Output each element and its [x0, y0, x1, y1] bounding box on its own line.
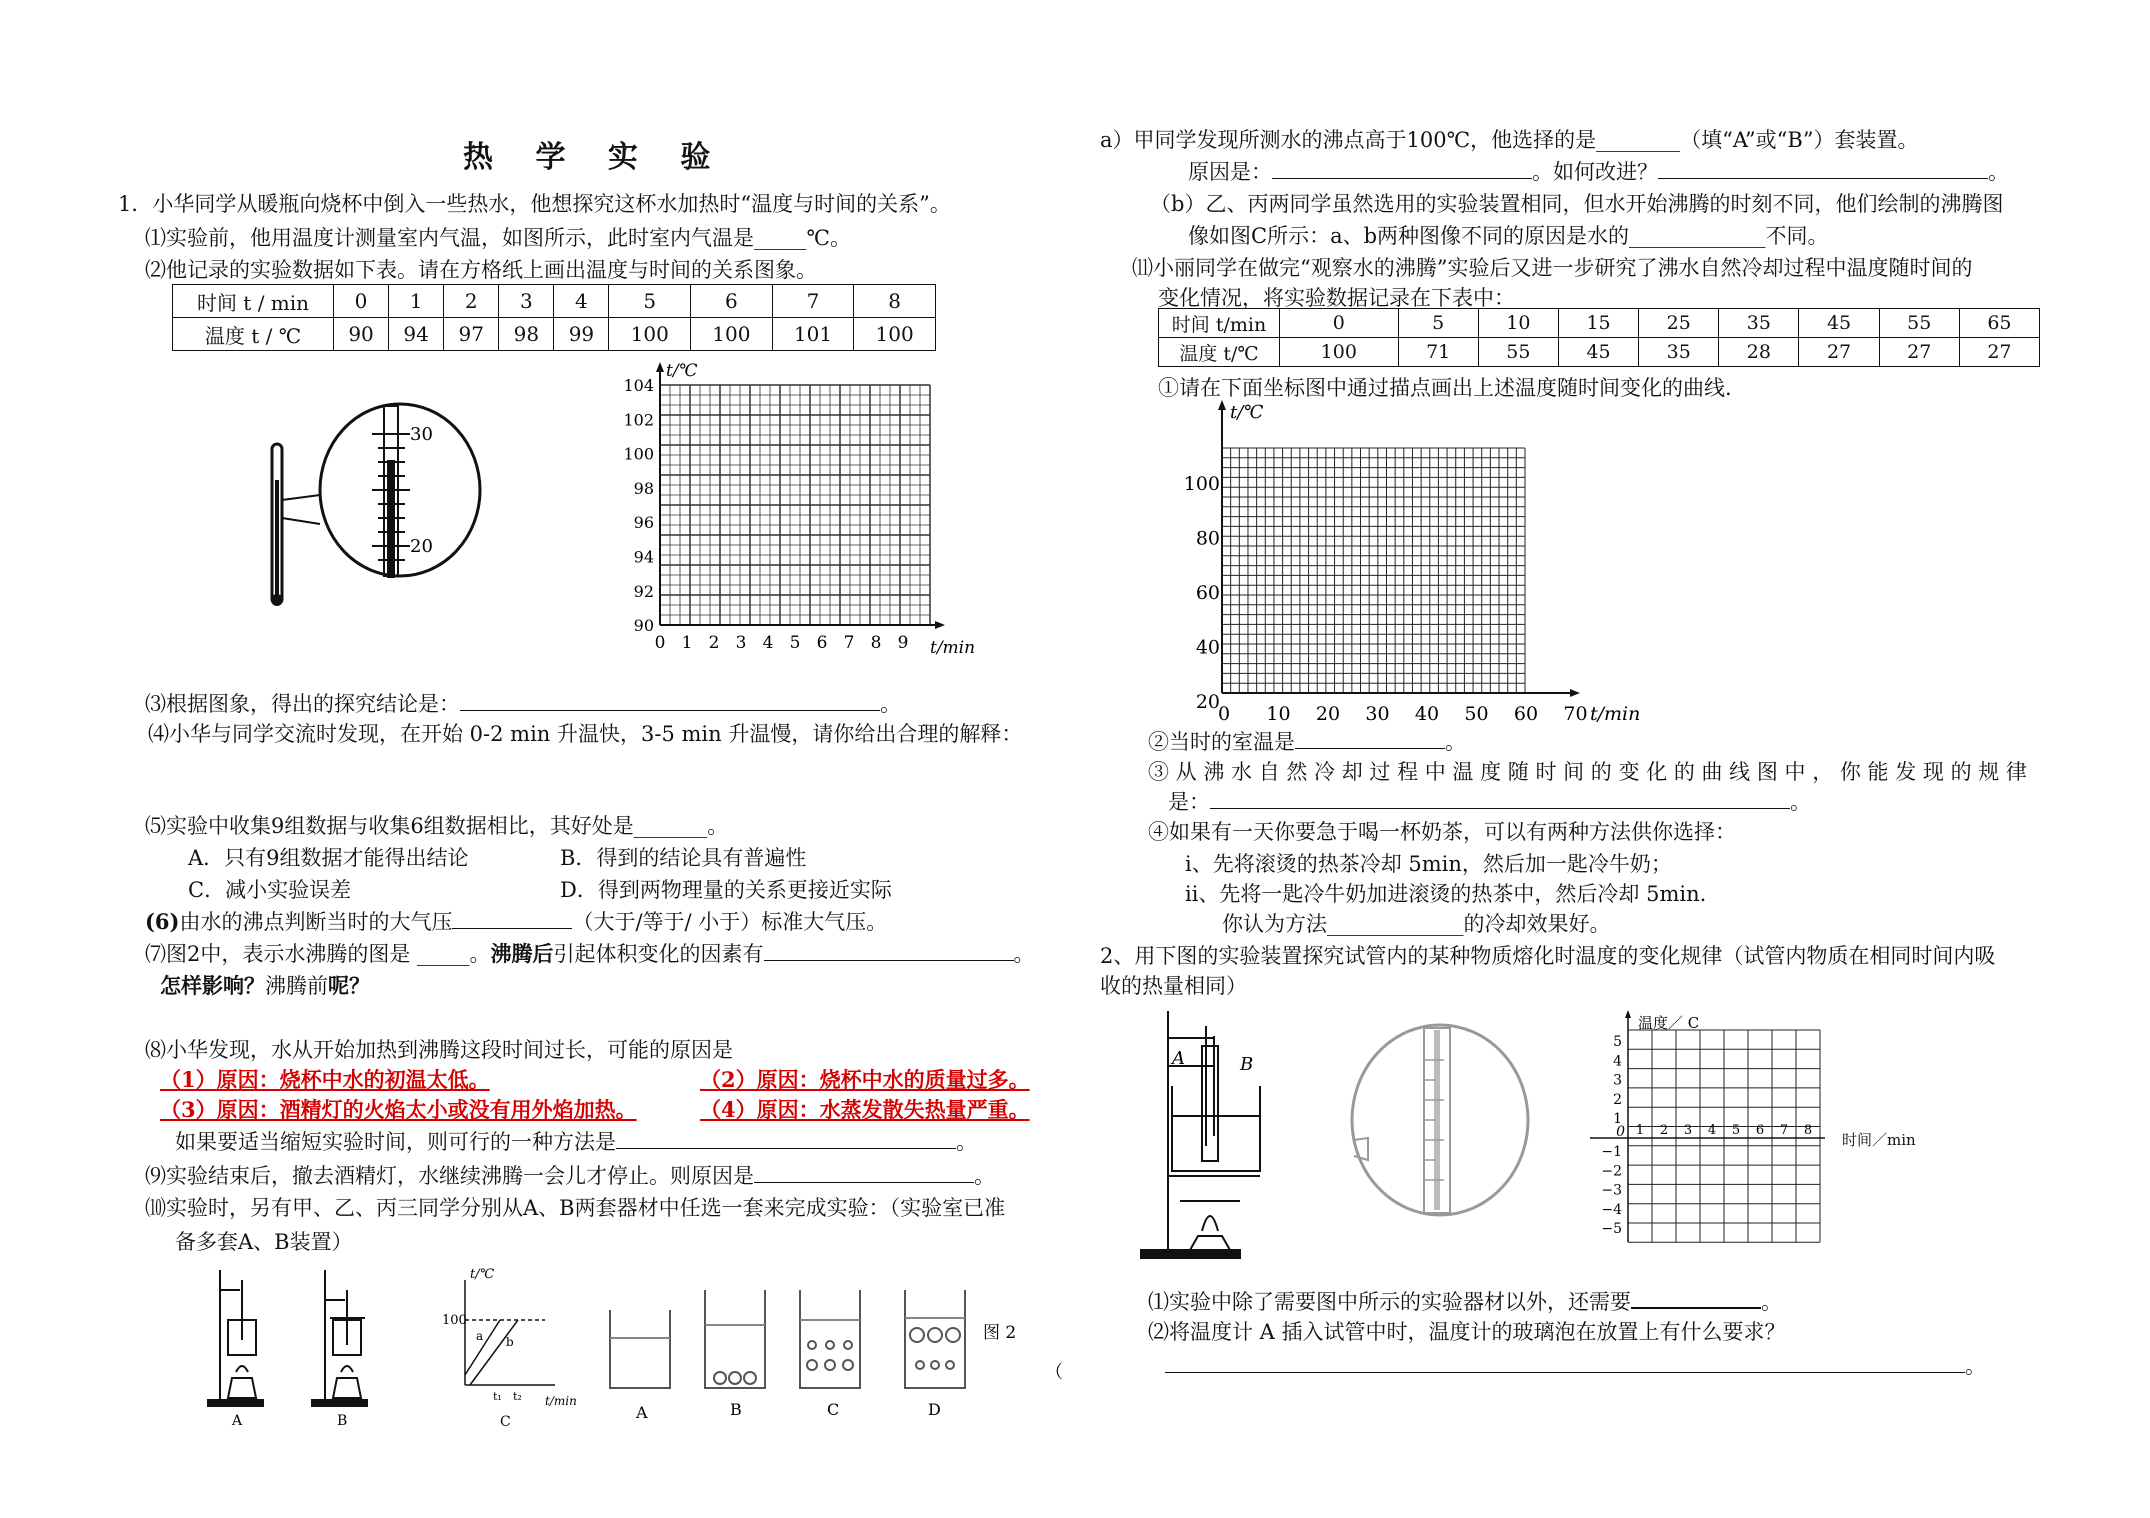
- table-row: [173, 285, 936, 318]
- q1-8: ⑻小华发现，水从开始加热到沸腾这段时间过长，可能的原因是: [145, 1038, 733, 1062]
- table-cell: 1: [389, 285, 444, 318]
- table-cell: 27: [1799, 338, 1879, 367]
- q1-7-before: 沸腾前: [265, 974, 328, 998]
- grid2-xtick: 20: [1315, 703, 1341, 725]
- therm-label-lower: 20: [410, 536, 433, 557]
- grid3-xtick: 5: [1731, 1123, 1741, 1138]
- q1-6-text: 由水的沸点判断当时的大气压: [179, 910, 453, 934]
- fig2-paren: （: [1045, 1362, 1063, 1383]
- grid3-xtick: 3: [1683, 1123, 1693, 1138]
- table-cell: 0: [1280, 309, 1399, 338]
- table-row: [1159, 309, 2040, 338]
- figure-2: [200, 1260, 1080, 1430]
- grid2-ytick: 60: [1195, 582, 1220, 604]
- answer-blank[interactable]: [1210, 788, 1790, 809]
- grid1-xtick: 6: [816, 633, 828, 653]
- table-cell: 2: [444, 285, 499, 318]
- q11-4-i: ⅰ、先将滚烫的热茶冷却 5min，然后加一匙冷牛奶；: [1185, 852, 1672, 876]
- q1-7-q: 呢？: [328, 973, 370, 998]
- grid1-ytick: 92: [633, 581, 654, 601]
- q-a-line: a）甲同学发现所测水的沸点高于100℃，他选择的是________（填“A”或“B”）套装置。: [1100, 128, 1919, 152]
- grid3-ytick: −1: [1601, 1144, 1622, 1160]
- answer-blank[interactable]: [1658, 158, 1988, 179]
- table-cell: 94: [389, 318, 444, 351]
- fig2-graph-100: 100: [442, 1313, 467, 1328]
- apparatus-label-b: B: [1240, 1054, 1254, 1075]
- table-cell: 71: [1398, 338, 1478, 367]
- q-a-reason-label: 原因是：: [1188, 160, 1272, 184]
- grid3-xtick: 4: [1707, 1123, 1717, 1138]
- answer-blank[interactable]: [754, 1162, 974, 1183]
- grid3-xlabel: 时间／min: [1842, 1131, 1916, 1149]
- q11-3a: ③ 从 沸 水 自 然 冷 却 过 程 中 温 度 随 时 间 的 变 化 的 曲 线 图 中 ， 你 能 发 现 的 规 律: [1148, 760, 2027, 784]
- table-cell: 97: [444, 318, 499, 351]
- q11-3b-text: 是：: [1168, 790, 1210, 814]
- q11-3b: [1168, 786, 1811, 816]
- grid2-xtick: 40: [1414, 703, 1440, 725]
- q1-8b: [175, 1126, 977, 1156]
- q1-7-bold: 沸腾后: [490, 941, 554, 966]
- fig2-graph-xlabel: t/min: [545, 1394, 577, 1408]
- q2-2: ⑵将温度计 A 插入试管中时，温度计的玻璃泡在放置上有什么要求？: [1148, 1320, 1786, 1344]
- q1-9: [145, 1160, 995, 1190]
- answer-blank[interactable]: [460, 690, 880, 711]
- table-cell: 8: [854, 285, 936, 318]
- apparatus-b: [312, 1270, 367, 1406]
- q2-line1: 2、用下图的实验装置探究试管内的某种物质熔化时温度的变化规律（试管内物质在相同时间内吸: [1100, 944, 1996, 968]
- q-b-line1: （b）乙、丙两同学虽然选用的实验装置相同，但水开始沸腾的时刻不同，他们绘制的沸腾图: [1150, 192, 2004, 216]
- grid1-ytick: 96: [633, 513, 654, 533]
- q1-3-text: ⑶根据图象，得出的探究结论是：: [145, 692, 460, 716]
- table-cell: 25: [1639, 309, 1719, 338]
- grid1-ytick: 94: [633, 547, 654, 567]
- fig2-caption: 图 2: [983, 1323, 1017, 1343]
- table-row: [1159, 338, 2040, 367]
- grid1-xtick: 4: [762, 633, 774, 653]
- table-cell: 5: [1398, 309, 1478, 338]
- table-cell: 35: [1719, 309, 1799, 338]
- q1-6-num: (6): [145, 909, 180, 934]
- q11-4-ask: 你认为方法_____________的冷却效果好。: [1222, 912, 1611, 936]
- grid1-ytick: 90: [633, 616, 654, 636]
- table-cell: 65: [1959, 309, 2039, 338]
- grid3-origin: 0: [1616, 1124, 1625, 1140]
- q2-2-answer: [1165, 1350, 1986, 1380]
- q1-7-how: 怎样影响？: [160, 973, 265, 998]
- grid2-ytick: 80: [1195, 527, 1220, 550]
- q1-9-text: ⑼实验结束后，撤去酒精灯，水继续沸腾一会儿才停止。则原因是: [145, 1164, 754, 1188]
- q11-2-text: ②当时的室温是: [1148, 730, 1295, 754]
- grid3-xtick: 8: [1803, 1123, 1813, 1138]
- table-cell: 4: [554, 285, 609, 318]
- melting-apparatus: [1140, 1006, 1280, 1266]
- grid2-xtick: 0: [1217, 703, 1231, 725]
- fig2-graph-ylabel: t/℃: [470, 1267, 495, 1282]
- q1-2: ⑵他记录的实验数据如下表。请在方格纸上画出温度与时间的关系图象。: [145, 258, 817, 282]
- q1-intro: 1．小华同学从暖瓶向烧杯中倒入一些热水，他想探究这杯水加热时“温度与时间的关系”。: [118, 192, 951, 216]
- fig2-label-c: C: [500, 1414, 511, 1430]
- grid3-ytick: 1: [1613, 1111, 1622, 1128]
- grid3-ytick: 3: [1613, 1072, 1622, 1089]
- grid3-xtick: 6: [1755, 1123, 1765, 1138]
- apparatus-label-a: A: [1172, 1048, 1185, 1069]
- grid3-ytick: 2: [1613, 1091, 1622, 1108]
- thermometer-closeup: [1340, 1020, 1540, 1220]
- q11-4-ii: ⅱ、先将一匙冷牛奶加进滚烫的热茶中，然后冷却 5min.: [1185, 882, 1707, 906]
- answer-blank[interactable]: [1272, 158, 1532, 179]
- table-cell: 45: [1558, 338, 1638, 367]
- grid1-xtick: 2: [708, 633, 720, 653]
- q-a-end: 。: [1988, 160, 2009, 184]
- q1-7-end: 。: [1013, 942, 1035, 966]
- fig2-graph-b: b: [506, 1335, 514, 1349]
- q1-6: [145, 906, 887, 936]
- grid3-ytick: −4: [1601, 1201, 1622, 1218]
- grid-2: [1180, 398, 1640, 728]
- grid3-ylabel: 温度／ C: [1638, 1014, 1700, 1032]
- beaker-label-c: C: [827, 1400, 840, 1419]
- grid2-ytick: 40: [1195, 636, 1220, 659]
- grid3-xtick: 1: [1635, 1123, 1645, 1138]
- q2-line2: 收的热量相同）: [1100, 974, 1247, 998]
- table-cell: 35: [1639, 338, 1719, 367]
- table-cell: 100: [854, 318, 936, 351]
- grid1-xtick: 0: [654, 633, 666, 653]
- table-cell: 3: [499, 285, 554, 318]
- grid2-xtick: 70: [1563, 703, 1588, 725]
- grid3-xtick: 2: [1659, 1123, 1669, 1138]
- grid1-xtick: 3: [735, 633, 747, 653]
- grid2-xtick: 60: [1513, 703, 1539, 725]
- table-cell: 55: [1478, 338, 1558, 367]
- table-cell: 45: [1799, 309, 1879, 338]
- grid2-xtick: 30: [1365, 703, 1390, 725]
- answer-blank[interactable]: [1295, 728, 1445, 749]
- table-cell: 55: [1879, 309, 1959, 338]
- data-table-1: [172, 284, 936, 351]
- grid-3: [1590, 1010, 1830, 1250]
- grid1-xtick: 5: [789, 633, 801, 653]
- grid-1: [610, 360, 990, 660]
- grid2-xtick: 50: [1464, 703, 1489, 725]
- answer-blank[interactable]: [1165, 1352, 1965, 1373]
- table-header: 温度 t/℃: [1159, 338, 1280, 367]
- q1-10-line1: ⑽实验时，另有甲、乙、丙三同学分别从A、B两套器材中任选一套来完成实验：（实验室已准: [145, 1196, 1006, 1220]
- table-header: 温度 t / ℃: [173, 318, 334, 351]
- grid3-xtick: 7: [1779, 1123, 1789, 1138]
- grid1-ylabel: t/℃: [666, 361, 698, 381]
- table-row: [173, 318, 936, 351]
- table-cell: 7: [772, 285, 854, 318]
- fig2-graph-t2: t₂: [513, 1390, 522, 1403]
- table-cell: 99: [554, 318, 609, 351]
- q2-2-end: 。: [1965, 1354, 1986, 1378]
- q1-10-line2: 备多套A、B装置）: [175, 1230, 353, 1254]
- q1-7: [145, 938, 1035, 968]
- table-cell: 28: [1719, 338, 1799, 367]
- q11-line2: 变化情况，将实验数据记录在下表中：: [1158, 286, 1515, 310]
- q1-8b-end: 。: [956, 1130, 977, 1154]
- table-cell: 10: [1478, 309, 1558, 338]
- table-header: 时间 t / min: [173, 285, 334, 318]
- grid3-ytick: −3: [1601, 1182, 1622, 1199]
- grid3-ytick: −5: [1601, 1221, 1622, 1238]
- grid3-ytick: 5: [1613, 1034, 1622, 1050]
- q11-2: [1148, 726, 1466, 756]
- q1-7-line2: [160, 970, 370, 1000]
- q11-3-end: 。: [1790, 790, 1811, 814]
- grid1-ytick: 100: [623, 444, 654, 464]
- grid1-xtick: 1: [681, 633, 693, 653]
- table-cell: 100: [1280, 338, 1399, 367]
- beaker-label-b: B: [730, 1400, 742, 1419]
- table-cell: 100: [609, 318, 691, 351]
- table-cell: 6: [691, 285, 773, 318]
- q11-1: ①请在下面坐标图中通过描点画出上述温度随时间变化的曲线.: [1158, 376, 1732, 400]
- reason-3: （3）原因：酒精灯的火焰太小或没有用外焰加热。: [160, 1097, 637, 1122]
- answer-blank[interactable]: [1631, 1287, 1761, 1309]
- q-a-reason: [1188, 156, 2009, 186]
- grid1-ytick: 102: [623, 410, 654, 430]
- q11-4: ④如果有一天你要急于喝一杯奶茶，可以有两种方法供你选择：: [1148, 820, 1736, 844]
- thermometer-figure: [260, 400, 490, 610]
- grid1-ytick: 104: [623, 376, 654, 395]
- grid1-xlabel: t/min: [930, 638, 976, 658]
- q11-line1: ⑾小丽同学在做完“观察水的沸腾”实验后又进一步研究了沸水自然冷却过程中温度随时间的: [1132, 256, 1973, 280]
- table-cell: 27: [1879, 338, 1959, 367]
- grid3-ytick: 4: [1613, 1053, 1622, 1070]
- grid2-ytick: 100: [1183, 473, 1220, 495]
- fig2-label-b: B: [337, 1413, 348, 1429]
- fig2-graph-t1: t₁: [493, 1390, 502, 1403]
- grid2-ytick: 20: [1195, 691, 1220, 713]
- q2-1-end: 。: [1761, 1290, 1782, 1314]
- reason-2: （2）原因：烧杯中水的质量过多。: [700, 1067, 1030, 1092]
- option-c: C．减小实验误差: [188, 878, 352, 902]
- q1-6-tail: （大于/等于/ 小于）标准大气压。: [572, 910, 888, 934]
- answer-blank[interactable]: [452, 908, 572, 929]
- grid1-xtick: 7: [843, 633, 855, 653]
- beaker-label-a: A: [636, 1403, 648, 1422]
- grid2-ylabel: t/℃: [1230, 402, 1264, 423]
- table-cell: 0: [334, 285, 389, 318]
- q1-3-end: 。: [880, 692, 901, 716]
- q-a-improve: 。如何改进？: [1532, 160, 1658, 184]
- q1-8b-text: 如果要适当缩短实验时间，则可行的一种方法是: [175, 1130, 616, 1154]
- table-cell: 98: [499, 318, 554, 351]
- table-cell: 27: [1959, 338, 2039, 367]
- q1-1: ⑴实验前，他用温度计测量室内气温，如图所示，此时室内气温是_____℃。: [145, 226, 851, 250]
- q1-7-text2: 引起体积变化的因素有: [553, 942, 764, 966]
- q1-3: [145, 688, 901, 718]
- page-title: 热 学 实 验: [463, 140, 727, 175]
- q1-4: ⑷小华与同学交流时发现，在开始 0-2 min 升温快，3-5 min 升温慢，请你给出合理的解释：: [148, 722, 1023, 746]
- grid3-ytick: −2: [1601, 1163, 1622, 1180]
- grid1-xtick: 9: [897, 633, 909, 653]
- data-table-2: [1158, 308, 2040, 367]
- reason-4: （4）原因：水蒸发散失热量严重。: [700, 1097, 1030, 1122]
- q-b-line2: 像如图C所示：a、b两种图像不同的原因是水的_____________不同。: [1188, 224, 1829, 248]
- answer-blank[interactable]: [764, 940, 1014, 961]
- q2-1-text: ⑴实验中除了需要图中所示的实验器材以外，还需要: [1148, 1290, 1631, 1314]
- fig2-label-a: A: [232, 1413, 243, 1429]
- option-a: A．只有9组数据才能得出结论: [188, 846, 469, 870]
- therm-label-upper: 30: [410, 424, 433, 445]
- beaker-label-d: D: [928, 1400, 941, 1419]
- table-cell: 100: [691, 318, 773, 351]
- table-cell: 101: [772, 318, 854, 351]
- grid1-ytick: 98: [633, 478, 654, 498]
- q1-7-text: ⑺图2中，表示水沸腾的图是 _____。: [145, 942, 491, 966]
- grid1-xtick: 8: [870, 633, 882, 653]
- option-b: B．得到的结论具有普遍性: [560, 846, 807, 870]
- fig2-graph-a: a: [476, 1329, 484, 1343]
- apparatus-a: [208, 1270, 263, 1406]
- q1-9-end: 。: [974, 1164, 995, 1188]
- q1-5: ⑸实验中收集9组数据与收集6组数据相比，其好处是_______。: [145, 814, 729, 838]
- grid2-xtick: 10: [1266, 703, 1291, 725]
- q11-2-end: 。: [1445, 730, 1466, 754]
- answer-blank[interactable]: [616, 1128, 956, 1149]
- q2-1: [1148, 1286, 1782, 1316]
- grid2-xlabel: t/min: [1590, 703, 1640, 725]
- table-header: 时间 t/min: [1159, 309, 1280, 338]
- table-cell: 90: [334, 318, 389, 351]
- reason-1: （1）原因：烧杯中水的初温太低。: [160, 1067, 490, 1092]
- table-cell: 15: [1558, 309, 1638, 338]
- table-cell: 5: [609, 285, 691, 318]
- option-d: D．得到两物理量的关系更接近实际: [560, 878, 892, 902]
